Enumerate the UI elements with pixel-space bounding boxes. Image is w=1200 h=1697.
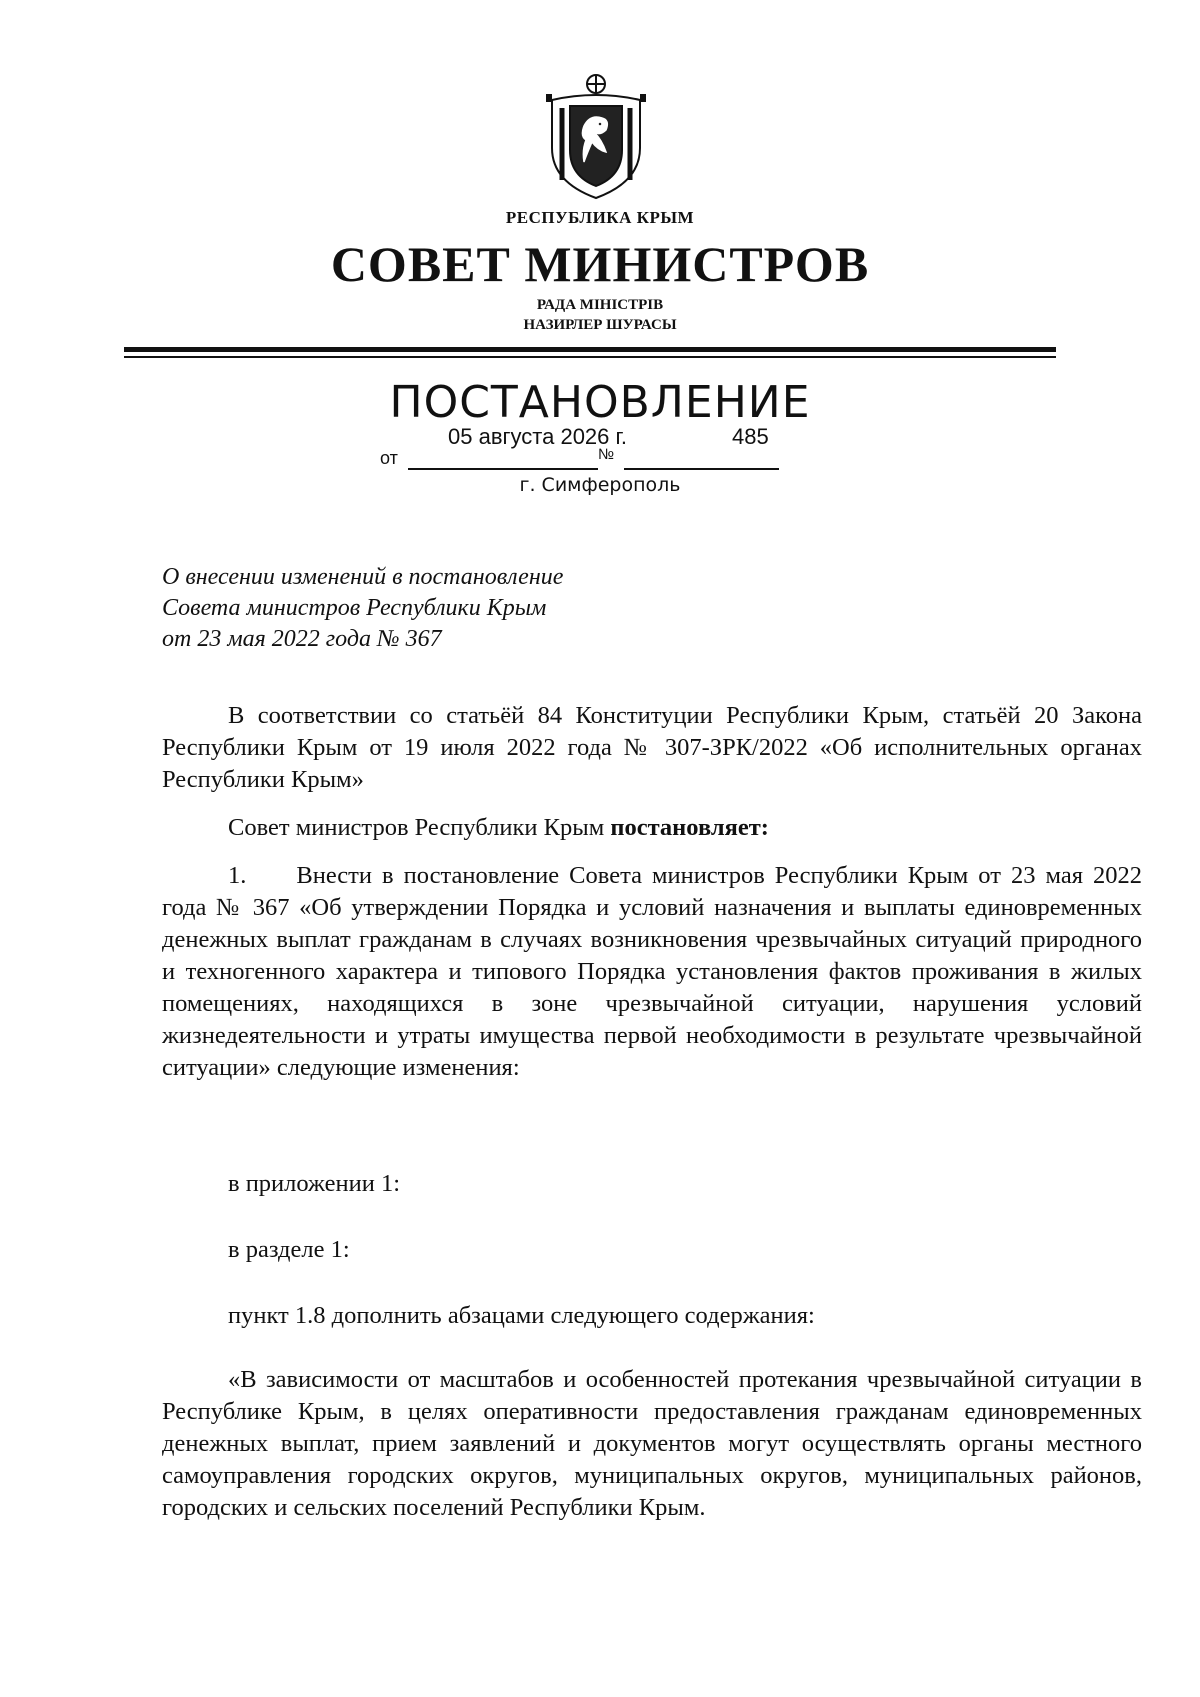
section-paragraph: в разделе 1: bbox=[228, 1236, 350, 1263]
decree-date-number-row bbox=[380, 424, 800, 474]
subject-line: от 23 мая 2022 года № 367 bbox=[162, 626, 442, 652]
appendix-paragraph: в приложении 1: bbox=[228, 1170, 401, 1197]
resolution-verb: постановляет: bbox=[610, 814, 769, 841]
city-name: г. Симферополь bbox=[519, 474, 681, 496]
number-underline bbox=[624, 468, 779, 470]
decree-number: 485 bbox=[732, 424, 769, 449]
quoted-amendment-paragraph: «В зависимости от масштабов и особенностей протекания чрезвычайной ситуации в Республике Крым, в целях оперативности предоставления гражданам единовременных денежных выплат, прием заявлений и документов могут осуществлять органы местного самоуправления городских округов, муниципальных округов, муниципальных районов, городских и сельских поселений Республики Крым. bbox=[162, 1366, 1142, 1521]
decree-date: 05 августа 2026 г. bbox=[448, 424, 627, 449]
item-1-text: Внести в постановление Совета министров Республики Крым от 23 мая 2022 года № 367 «Об утверждении Порядка и условий назначения и выплаты единовременных денежных выплат гражданам в случаях возникновения чрезвычайных ситуаций природного и техногенного характера и типового Порядка установления фактов проживания в жилых помещениях, находящихся в зоне чрезвычайной ситуации, нарушения условий жизнедеятельности и утраты имущества первой необходимости в результате чрезвычайной ситуации» следующие изменения: bbox=[162, 862, 1142, 1081]
decree-subject bbox=[162, 562, 563, 655]
date-underline bbox=[408, 468, 598, 470]
resolution-paragraph bbox=[162, 812, 1142, 844]
resolution-text: Совет министров Республики Крым bbox=[228, 814, 611, 841]
number-label: № bbox=[598, 446, 615, 463]
item-1-paragraph bbox=[162, 860, 1142, 1084]
item-1-number: 1. bbox=[228, 862, 247, 889]
coat-of-arms-of-crimea-icon bbox=[540, 70, 652, 202]
council-name-ukrainian: РАДА МІНІСТРІВ bbox=[536, 297, 664, 313]
republic-name: РЕСПУБЛИКА КРЫМ bbox=[505, 208, 695, 227]
date-prefix-label: от bbox=[380, 448, 398, 468]
header-divider-thick bbox=[124, 347, 1056, 352]
council-name-crimean-tatar: НАЗИРЛЕР ШУРАСЫ bbox=[523, 317, 677, 333]
preamble-paragraph: В соответствии со статьёй 84 Конституции Республики Крым, статьёй 20 Закона Республики Крым от 19 июля 2022 года № 307-ЗРК/2022 «Об исполнительных органах Республики Крым» bbox=[162, 702, 1142, 793]
council-name: СОВЕТ МИНИСТРОВ bbox=[330, 236, 870, 292]
header-divider-thin bbox=[124, 356, 1056, 358]
clause-paragraph: пункт 1.8 дополнить абзацами следующего содержания: bbox=[228, 1302, 815, 1329]
subject-line: О внесении изменений в постановление bbox=[162, 564, 564, 590]
subject-line: Совета министров Республики Крым bbox=[162, 595, 547, 621]
document-type-title: ПОСТАНОВЛЕНИЕ bbox=[389, 377, 811, 428]
